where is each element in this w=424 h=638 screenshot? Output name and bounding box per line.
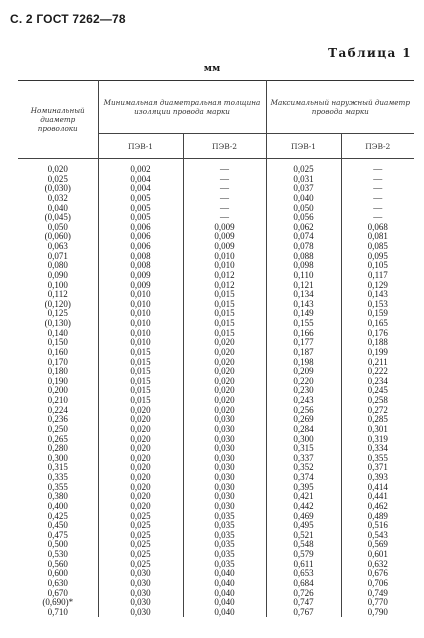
- cell-min-pev2: 0,020: [183, 406, 266, 416]
- cell-max-pev2: 0,129: [341, 281, 414, 291]
- cell-nominal-diameter: 0,630: [47, 577, 68, 588]
- cell-max-pev1: 0,611: [266, 560, 341, 570]
- cell-min-pev1: 0,005: [98, 194, 183, 204]
- cell-min-pev1: 0,030: [98, 598, 183, 608]
- cell-min-pev2: —: [183, 159, 266, 175]
- cell-max-pev2: 0,081: [341, 232, 414, 242]
- cell-min-pev2: —: [183, 204, 266, 214]
- cell-min-pev1: 0,010: [98, 319, 183, 329]
- cell-max-pev1: 0,230: [266, 386, 341, 396]
- cell-min-pev1: 0,020: [98, 406, 183, 416]
- cell-min-pev2: 0,030: [183, 502, 266, 512]
- cell-max-pev2: 0,234: [341, 377, 414, 387]
- cell-max-pev2: 0,117: [341, 271, 414, 281]
- cell-max-pev2: 0,462: [341, 502, 414, 512]
- cell-min-pev2: 0,040: [183, 589, 266, 599]
- cell-nominal-diameter: 0,125: [47, 308, 68, 319]
- cell-min-pev1: 0,025: [98, 540, 183, 550]
- cell-nominal-diameter: 0,236: [47, 414, 68, 425]
- header-max-outer-diameter: Максимальный наружный диаметр провода марки: [266, 81, 414, 134]
- cell-nominal-diameter: 0,032: [47, 192, 68, 203]
- cell-nominal-diameter: 0,020: [47, 164, 68, 174]
- cell-min-pev1: 0,020: [98, 425, 183, 435]
- cell-min-pev2: 0,040: [183, 598, 266, 608]
- cell-min-pev2: 0,030: [183, 444, 266, 454]
- cell-max-pev1: 0,209: [266, 367, 341, 377]
- cell-min-pev2: 0,015: [183, 329, 266, 339]
- cell-max-pev2: —: [341, 184, 414, 194]
- cell-min-pev2: —: [183, 194, 266, 204]
- cell-min-pev2: 0,020: [183, 348, 266, 358]
- cell-min-pev2: 0,009: [183, 232, 266, 242]
- cell-max-pev2: 0,632: [341, 560, 414, 570]
- cell-max-pev1: 0,421: [266, 492, 341, 502]
- cell-nominal-diameter: 0,210: [47, 395, 68, 405]
- cell-nominal-diameter: 0,140: [47, 327, 68, 338]
- header-max-pev1: ПЭВ-1: [266, 134, 341, 159]
- cell-max-pev1: 0,166: [266, 329, 341, 339]
- table-row: [18, 608, 414, 618]
- cell-min-pev2: 0,012: [183, 281, 266, 291]
- cell-max-pev1: 0,374: [266, 473, 341, 483]
- cell-max-pev2: 0,516: [341, 521, 414, 531]
- cell-min-pev1: 0,010: [98, 338, 183, 348]
- cell-max-pev1: 0,256: [266, 406, 341, 416]
- cell-max-pev1: 0,098: [266, 261, 341, 271]
- cell-min-pev1: 0,010: [98, 290, 183, 300]
- cell-min-pev2: 0,009: [183, 223, 266, 233]
- cell-min-pev2: 0,015: [183, 309, 266, 319]
- cell-min-pev2: 0,020: [183, 338, 266, 348]
- cell-max-pev1: 0,025: [266, 159, 341, 175]
- cell-min-pev1: 0,015: [98, 348, 183, 358]
- cell-max-pev2: 0,068: [341, 223, 414, 233]
- cell-max-pev2: 0,285: [341, 415, 414, 425]
- cell-min-pev2: 0,035: [183, 550, 266, 560]
- cell-min-pev1: 0,005: [98, 213, 183, 223]
- cell-max-pev1: 0,143: [266, 300, 341, 310]
- cell-nominal-diameter: 0,160: [47, 346, 68, 357]
- cell-max-pev1: 0,300: [266, 435, 341, 445]
- cell-max-pev2: 0,095: [341, 252, 414, 262]
- cell-nominal-diameter: 0,280: [47, 443, 68, 454]
- cell-min-pev1: 0,030: [98, 589, 183, 599]
- cell-min-pev2: 0,012: [183, 271, 266, 281]
- cell-max-pev1: 0,726: [266, 589, 341, 599]
- cell-max-pev2: —: [341, 159, 414, 175]
- cell-min-pev2: 0,030: [183, 492, 266, 502]
- header-min-pev1: ПЭВ-1: [98, 134, 183, 159]
- cell-min-pev1: 0,020: [98, 473, 183, 483]
- cell-max-pev2: 0,569: [341, 540, 414, 550]
- cell-max-pev2: 0,543: [341, 531, 414, 541]
- cell-min-pev2: —: [183, 213, 266, 223]
- cell-max-pev2: 0,165: [341, 319, 414, 329]
- cell-max-pev2: 0,222: [341, 367, 414, 377]
- cell-nominal-diameter: 0,190: [47, 375, 68, 386]
- cell-nominal-diameter: 0,475: [47, 529, 68, 540]
- cell-min-pev2: 0,010: [183, 261, 266, 271]
- cell-min-pev2: 0,020: [183, 367, 266, 377]
- cell-nominal-diameter: 0,300: [47, 452, 68, 463]
- cell-nominal-diameter: (0,030): [44, 183, 71, 194]
- cell-max-pev1: 0,243: [266, 396, 341, 406]
- cell-max-pev2: 0,272: [341, 406, 414, 416]
- cell-max-pev2: 0,245: [341, 386, 414, 396]
- cell-nominal-diameter: (0,690)*: [42, 597, 74, 608]
- cell-min-pev2: 0,040: [183, 569, 266, 579]
- cell-max-pev1: 0,149: [266, 309, 341, 319]
- cell-min-pev1: 0,015: [98, 377, 183, 387]
- table-row: [18, 184, 414, 194]
- cell-max-pev2: —: [341, 204, 414, 214]
- cell-max-pev1: 0,074: [266, 232, 341, 242]
- cell-min-pev2: 0,010: [183, 252, 266, 262]
- cell-nominal-diameter: 0,090: [47, 269, 68, 280]
- cell-nominal-diameter: 0,112: [47, 289, 68, 300]
- cell-max-pev2: 0,441: [341, 492, 414, 502]
- cell-min-pev2: 0,035: [183, 521, 266, 531]
- table-row: [18, 204, 414, 214]
- cell-nominal-diameter: 0,180: [47, 366, 68, 377]
- cell-max-pev1: 0,747: [266, 598, 341, 608]
- header-min-insulation: Минимальная диаметральная толщина изоляции провода марки: [98, 81, 266, 134]
- cell-max-pev1: 0,352: [266, 463, 341, 473]
- cell-nominal-diameter: 0,600: [47, 568, 68, 579]
- page-header: С. 2 ГОСТ 7262—78: [10, 12, 126, 26]
- cell-max-pev2: 0,143: [341, 290, 414, 300]
- cell-max-pev2: 0,334: [341, 444, 414, 454]
- cell-min-pev1: 0,020: [98, 435, 183, 445]
- cell-nominal-diameter: 0,530: [47, 549, 68, 559]
- cell-max-pev1: 0,121: [266, 281, 341, 291]
- cell-max-pev2: 0,188: [341, 338, 414, 348]
- cell-min-pev2: 0,035: [183, 512, 266, 522]
- wire-dimensions-table: [18, 80, 414, 617]
- cell-max-pev1: 0,767: [266, 608, 341, 618]
- cell-nominal-diameter: 0,670: [47, 587, 68, 598]
- cell-min-pev1: 0,010: [98, 309, 183, 319]
- cell-max-pev2: —: [341, 175, 414, 185]
- cell-max-pev2: 0,199: [341, 348, 414, 358]
- cell-min-pev2: 0,040: [183, 608, 266, 618]
- cell-nominal-diameter: 0,425: [47, 510, 68, 521]
- cell-max-pev1: 0,088: [266, 252, 341, 262]
- cell-max-pev2: 0,770: [341, 598, 414, 608]
- cell-min-pev2: 0,030: [183, 425, 266, 435]
- cell-max-pev2: 0,790: [341, 608, 414, 618]
- cell-max-pev2: —: [341, 213, 414, 223]
- cell-max-pev1: 0,284: [266, 425, 341, 435]
- cell-max-pev2: 0,105: [341, 261, 414, 271]
- cell-max-pev2: 0,676: [341, 569, 414, 579]
- cell-min-pev2: 0,020: [183, 386, 266, 396]
- cell-nominal-diameter: 0,380: [47, 491, 68, 502]
- cell-min-pev1: 0,008: [98, 261, 183, 271]
- cell-max-pev1: 0,037: [266, 184, 341, 194]
- cell-min-pev1: 0,025: [98, 531, 183, 541]
- cell-min-pev1: 0,015: [98, 396, 183, 406]
- cell-max-pev1: 0,198: [266, 358, 341, 368]
- cell-min-pev2: 0,030: [183, 473, 266, 483]
- cell-nominal-diameter: (0,045): [44, 212, 71, 223]
- table-row: [18, 159, 414, 175]
- cell-nominal-diameter: (0,130): [44, 318, 71, 328]
- cell-min-pev1: 0,006: [98, 223, 183, 233]
- cell-min-pev1: 0,009: [98, 281, 183, 291]
- cell-min-pev1: 0,025: [98, 560, 183, 570]
- cell-nominal-diameter: 0,335: [47, 472, 68, 482]
- cell-min-pev1: 0,020: [98, 444, 183, 454]
- cell-nominal-diameter: 0,040: [47, 202, 68, 213]
- cell-min-pev2: 0,030: [183, 483, 266, 493]
- cell-min-pev2: 0,040: [183, 579, 266, 589]
- cell-nominal-diameter: 0,224: [47, 404, 68, 415]
- table-row: [18, 194, 414, 204]
- cell-min-pev2: —: [183, 184, 266, 194]
- cell-max-pev1: 0,050: [266, 204, 341, 214]
- cell-max-pev1: 0,062: [266, 223, 341, 233]
- cell-max-pev2: 0,211: [341, 358, 414, 368]
- cell-max-pev1: 0,315: [266, 444, 341, 454]
- cell-min-pev1: 0,004: [98, 184, 183, 194]
- cell-max-pev1: 0,031: [266, 175, 341, 185]
- cell-min-pev1: 0,005: [98, 204, 183, 214]
- cell-min-pev2: 0,035: [183, 540, 266, 550]
- cell-min-pev2: 0,035: [183, 560, 266, 570]
- cell-min-pev1: 0,025: [98, 521, 183, 531]
- cell-min-pev2: 0,009: [183, 242, 266, 252]
- cell-nominal-diameter: (0,060): [44, 231, 71, 242]
- cell-max-pev1: 0,521: [266, 531, 341, 541]
- cell-max-pev1: 0,040: [266, 194, 341, 204]
- cell-max-pev2: 0,706: [341, 579, 414, 589]
- cell-max-pev2: 0,489: [341, 512, 414, 522]
- cell-min-pev2: 0,030: [183, 435, 266, 445]
- cell-min-pev1: 0,009: [98, 271, 183, 281]
- cell-nominal-diameter: 0,265: [47, 433, 68, 444]
- cell-max-pev2: 0,749: [341, 589, 414, 599]
- cell-max-pev1: 0,220: [266, 377, 341, 387]
- cell-min-pev1: 0,020: [98, 463, 183, 473]
- cell-min-pev2: 0,015: [183, 290, 266, 300]
- cell-max-pev2: 0,601: [341, 550, 414, 560]
- cell-max-pev2: 0,176: [341, 329, 414, 339]
- table-body: [18, 159, 414, 618]
- cell-max-pev2: 0,258: [341, 396, 414, 406]
- cell-nominal-diameter: 0,315: [47, 462, 68, 473]
- cell-max-pev1: 0,110: [266, 271, 341, 281]
- cell-max-pev2: 0,371: [341, 463, 414, 473]
- cell-max-pev1: 0,579: [266, 550, 341, 560]
- table-row: [18, 175, 414, 185]
- cell-max-pev2: 0,153: [341, 300, 414, 310]
- cell-min-pev1: 0,030: [98, 569, 183, 579]
- cell-max-pev2: 0,301: [341, 425, 414, 435]
- cell-min-pev1: 0,006: [98, 232, 183, 242]
- table-header: [18, 81, 414, 159]
- cell-nominal-diameter: 0,063: [47, 241, 68, 251]
- cell-max-pev1: 0,177: [266, 338, 341, 348]
- cell-min-pev2: 0,020: [183, 358, 266, 368]
- cell-min-pev1: 0,010: [98, 329, 183, 339]
- cell-min-pev1: 0,030: [98, 608, 183, 618]
- cell-nominal-diameter: 0,071: [47, 250, 68, 261]
- header-nominal-diameter: Номинальный диаметр проволоки: [18, 81, 98, 159]
- cell-min-pev2: 0,015: [183, 300, 266, 310]
- cell-max-pev1: 0,187: [266, 348, 341, 358]
- cell-nominal-diameter: 0,400: [47, 500, 68, 511]
- cell-min-pev2: 0,020: [183, 377, 266, 387]
- cell-max-pev1: 0,395: [266, 483, 341, 493]
- cell-min-pev1: 0,006: [98, 242, 183, 252]
- cell-min-pev2: 0,030: [183, 415, 266, 425]
- cell-max-pev2: 0,085: [341, 242, 414, 252]
- units-label: мм: [203, 63, 221, 74]
- cell-nominal-diameter: 0,080: [47, 260, 68, 271]
- cell-min-pev2: 0,020: [183, 396, 266, 406]
- cell-nominal-diameter: 0,150: [47, 337, 68, 348]
- cell-max-pev1: 0,653: [266, 569, 341, 579]
- cell-nominal-diameter: 0,710: [47, 606, 68, 617]
- cell-nominal-diameter: 0,355: [47, 481, 68, 492]
- cell-max-pev1: 0,056: [266, 213, 341, 223]
- cell-min-pev1: 0,002: [98, 159, 183, 175]
- cell-max-pev2: 0,159: [341, 309, 414, 319]
- cell-min-pev1: 0,020: [98, 492, 183, 502]
- cell-nominal-diameter: 0,050: [47, 221, 68, 232]
- cell-min-pev1: 0,010: [98, 300, 183, 310]
- cell-max-pev1: 0,684: [266, 579, 341, 589]
- cell-max-pev2: 0,319: [341, 435, 414, 445]
- cell-min-pev2: 0,015: [183, 319, 266, 329]
- cell-max-pev1: 0,134: [266, 290, 341, 300]
- cell-min-pev1: 0,020: [98, 483, 183, 493]
- cell-nominal-diameter: 0,560: [47, 558, 68, 569]
- cell-max-pev1: 0,442: [266, 502, 341, 512]
- cell-max-pev1: 0,469: [266, 512, 341, 522]
- cell-min-pev1: 0,025: [98, 550, 183, 560]
- cell-min-pev1: 0,015: [98, 367, 183, 377]
- cell-max-pev1: 0,495: [266, 521, 341, 531]
- cell-min-pev1: 0,020: [98, 454, 183, 464]
- header-max-pev2: ПЭВ-2: [341, 134, 414, 159]
- cell-max-pev1: 0,269: [266, 415, 341, 425]
- cell-max-pev2: 0,414: [341, 483, 414, 493]
- cell-min-pev2: —: [183, 175, 266, 185]
- cell-nominal-diameter: 0,500: [47, 539, 68, 550]
- cell-min-pev1: 0,008: [98, 252, 183, 262]
- cell-min-pev1: 0,020: [98, 415, 183, 425]
- table-caption: Таблица 1: [328, 46, 412, 60]
- cell-nominal-diameter: 0,170: [47, 356, 68, 367]
- cell-nominal-diameter: 0,025: [47, 173, 68, 184]
- cell-max-pev2: —: [341, 194, 414, 204]
- cell-min-pev1: 0,030: [98, 579, 183, 589]
- cell-nominal-diameter: 0,250: [47, 423, 68, 434]
- cell-nominal-diameter: 0,100: [47, 279, 68, 290]
- cell-nominal-diameter: 0,200: [47, 385, 68, 396]
- cell-max-pev1: 0,337: [266, 454, 341, 464]
- cell-min-pev2: 0,030: [183, 463, 266, 473]
- cell-min-pev1: 0,004: [98, 175, 183, 185]
- cell-min-pev2: 0,030: [183, 454, 266, 464]
- cell-max-pev1: 0,078: [266, 242, 341, 252]
- cell-max-pev1: 0,548: [266, 540, 341, 550]
- cell-max-pev2: 0,355: [341, 454, 414, 464]
- cell-max-pev2: 0,393: [341, 473, 414, 483]
- cell-min-pev1: 0,015: [98, 358, 183, 368]
- cell-min-pev2: 0,035: [183, 531, 266, 541]
- cell-nominal-diameter: (0,120): [44, 298, 71, 309]
- cell-nominal-diameter: 0,450: [47, 520, 68, 531]
- cell-min-pev1: 0,025: [98, 512, 183, 522]
- cell-max-pev1: 0,155: [266, 319, 341, 329]
- cell-min-pev1: 0,020: [98, 502, 183, 512]
- header-min-pev2: ПЭВ-2: [183, 134, 266, 159]
- cell-min-pev1: 0,015: [98, 386, 183, 396]
